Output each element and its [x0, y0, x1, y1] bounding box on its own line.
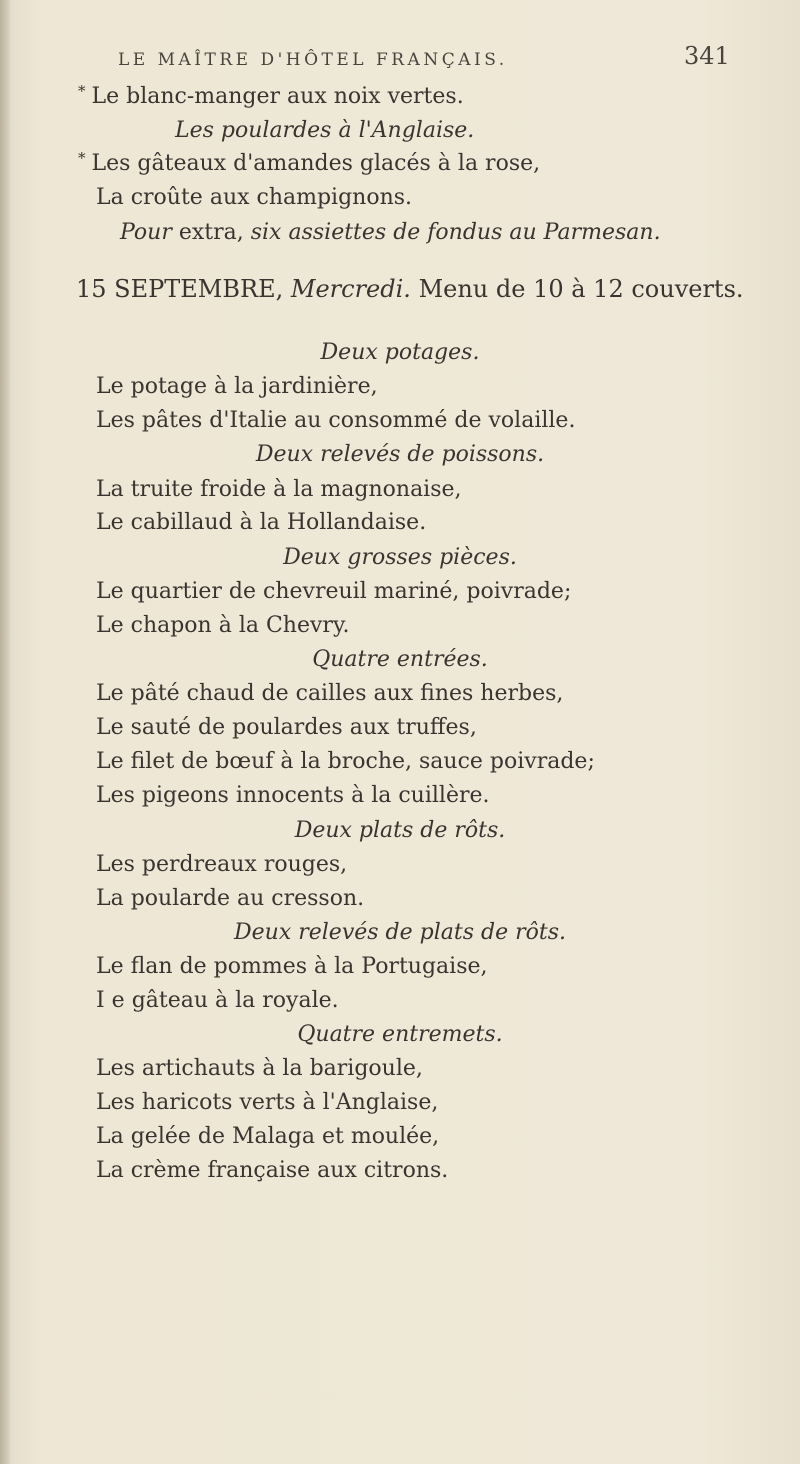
- menu-item: Le cabillaud à la Hollandaise.: [96, 510, 427, 535]
- menu-day: Mercredi.: [290, 275, 411, 303]
- menu-item: Le potage à la jardinière,: [96, 374, 378, 399]
- section-heading: Quatre entrées.: [312, 647, 488, 672]
- menu-line: [78, 84, 464, 109]
- asterisk-mark: *: [78, 82, 86, 100]
- menu-item: La gelée de Malaga et moulée,: [96, 1124, 440, 1149]
- menu-item: I e gâteau à la royale.: [96, 988, 339, 1013]
- menu-item: Les haricots verts à l'Anglaise,: [96, 1090, 439, 1115]
- menu-item: Le quartier de chevreuil mariné, poivrade;: [96, 579, 572, 604]
- asterisk-mark: *: [78, 149, 86, 167]
- menu-item: Les pigeons innocents à la cuillère.: [96, 783, 490, 808]
- menu-covers: Menu de 10 à 12 couverts.: [418, 275, 744, 303]
- page-number: 341: [684, 42, 730, 70]
- menu-item: La poularde au cresson.: [96, 886, 365, 911]
- menu-item-text: Le blanc-manger aux noix vertes.: [91, 84, 464, 109]
- menu-item: La crème française aux citrons.: [96, 1158, 449, 1183]
- section-heading: Deux plats de rôts.: [294, 818, 506, 843]
- running-head: LE MAÎTRE D'HÔTEL FRANÇAIS.: [118, 50, 508, 70]
- extra-rest: six assiettes de fondus au Parmesan.: [250, 220, 661, 245]
- section-heading: Deux grosses pièces.: [283, 545, 517, 570]
- menu-item: Le flan de pommes à la Portugaise,: [96, 954, 488, 979]
- section-heading: Deux relevés de plats de rôts.: [234, 920, 566, 945]
- section-heading: Les poulardes à l'Anglaise.: [175, 118, 475, 143]
- page-gutter: [0, 0, 10, 1464]
- section-heading: Deux relevés de poissons.: [255, 442, 545, 467]
- menu-item: Le filet de bœuf à la broche, sauce poivrade;: [96, 749, 595, 774]
- section-heading: Quatre entremets.: [297, 1022, 503, 1047]
- menu-date: 15 SEPTEMBRE,: [76, 275, 284, 303]
- menu-item: Le chapon à la Chevry.: [96, 613, 350, 638]
- menu-item: La croûte aux champignons.: [96, 185, 413, 210]
- extra-note: [120, 220, 661, 245]
- menu-item: La truite froide à la magnonaise,: [96, 477, 462, 502]
- menu-item: Les perdreaux rouges,: [96, 852, 348, 877]
- menu-header: [76, 275, 744, 303]
- extra-pour: Pour: [120, 220, 172, 245]
- menu-item: Les pâtes d'Italie au consommé de volaille.: [96, 408, 576, 433]
- menu-item-text: Les gâteaux d'amandes glacés à la rose,: [91, 151, 541, 176]
- extra-word: extra,: [171, 220, 251, 245]
- menu-item: Le sauté de poulardes aux truffes,: [96, 715, 477, 740]
- menu-item: Le pâté chaud de cailles aux fines herbes,: [96, 681, 564, 706]
- menu-line: [78, 151, 540, 176]
- menu-item: Les artichauts à la barigoule,: [96, 1056, 423, 1081]
- section-heading: Deux potages.: [320, 340, 480, 365]
